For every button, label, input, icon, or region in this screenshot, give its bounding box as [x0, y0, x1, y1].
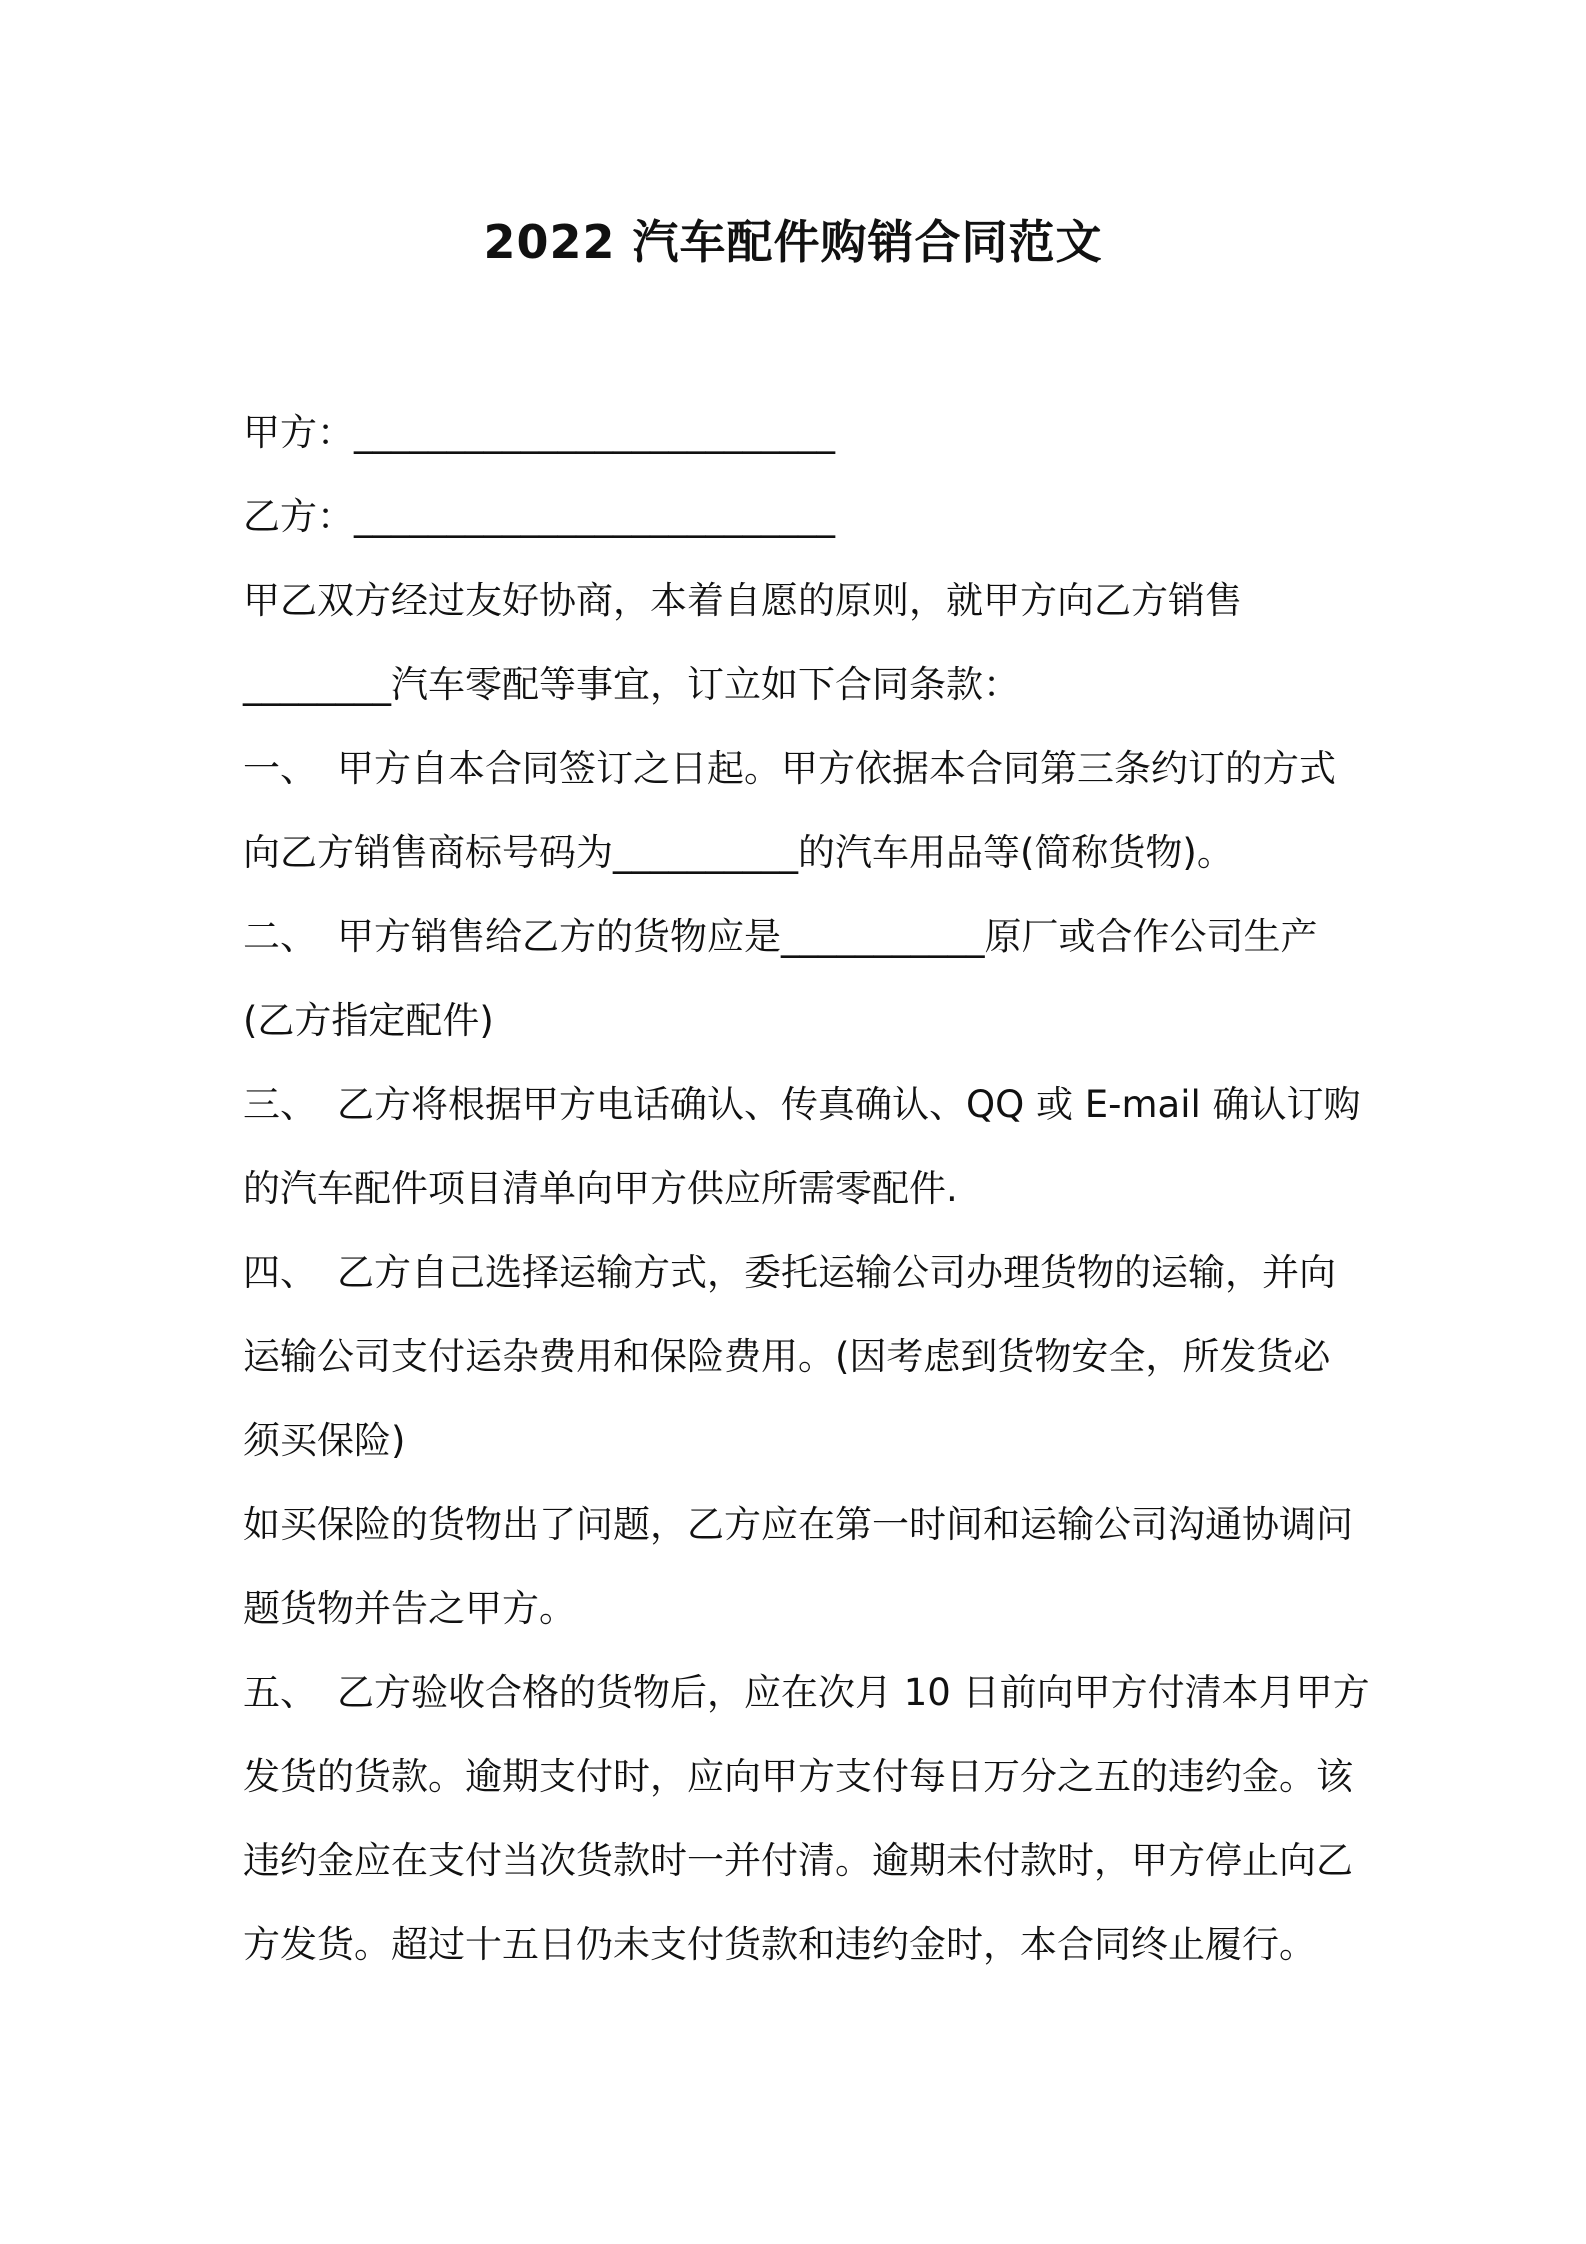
clause-3-line-2: 的汽车配件项目清单向甲方供应所需零配件. [243, 1167, 958, 1210]
party-a-line: 甲方：__________________________ [243, 411, 835, 454]
clause-2-text: 甲方销售给乙方的货物应是___________原厂或合作公司生产 [337, 915, 1318, 958]
clause-2-line-1 [243, 911, 1363, 963]
clause-1-line-2: 向乙方销售商标号码为__________的汽车用品等(简称货物)。 [243, 831, 1234, 874]
party-b-line: 乙方：__________________________ [243, 495, 835, 538]
clause-4-number: 四、 [243, 1251, 317, 1294]
intro-line-1: 甲乙双方经过友好协商，本着自愿的原则，就甲方向乙方销售 [243, 579, 1242, 622]
clause-3-number: 三、 [243, 1083, 317, 1126]
intro-line-2: ________汽车零配等事宜，订立如下合同条款： [243, 663, 1020, 706]
clause-2-number: 二、 [243, 915, 317, 958]
clause-4-line-2: 运输公司支付运杂费用和保险费用。(因考虑到货物安全，所发货必 [243, 1335, 1331, 1378]
clause-4-line-3: 须买保险) [243, 1419, 406, 1462]
clause-5-line-3: 违约金应在支付当次货款时一并付清。逾期未付款时，甲方停止向乙 [243, 1839, 1353, 1882]
clause-1-line-1 [243, 743, 1363, 795]
clause-4-line-5: 题货物并告之甲方。 [243, 1587, 576, 1630]
clause-4-text: 乙方自己选择运输方式，委托运输公司办理货物的运输，并向 [337, 1251, 1336, 1294]
clause-4-line-1 [243, 1247, 1363, 1299]
clause-3-text: 乙方将根据甲方电话确认、传真确认、QQ 或 E-mail 确认订购 [337, 1083, 1361, 1126]
clause-1-number: 一、 [243, 747, 317, 790]
clause-4-line-4: 如买保险的货物出了问题，乙方应在第一时间和运输公司沟通协调问 [243, 1503, 1353, 1546]
clause-2-line-2: (乙方指定配件) [243, 999, 494, 1042]
clause-5-line-2: 发货的货款。逾期支付时，应向甲方支付每日万分之五的违约金。该 [243, 1755, 1353, 1798]
document-title: 2022 汽车配件购销合同范文 [483, 215, 1103, 269]
clause-5-text: 乙方验收合格的货物后，应在次月 10 日前向甲方付清本月甲方 [337, 1671, 1370, 1714]
clause-1-text: 甲方自本合同签订之日起。甲方依据本合同第三条约订的方式 [337, 747, 1336, 790]
clause-5-number: 五、 [243, 1671, 317, 1714]
clause-5-line-4: 方发货。超过十五日仍未支付货款和违约金时，本合同终止履行。 [243, 1923, 1316, 1966]
clause-5-line-1 [243, 1667, 1370, 1719]
clause-3-line-1 [243, 1079, 1363, 1131]
